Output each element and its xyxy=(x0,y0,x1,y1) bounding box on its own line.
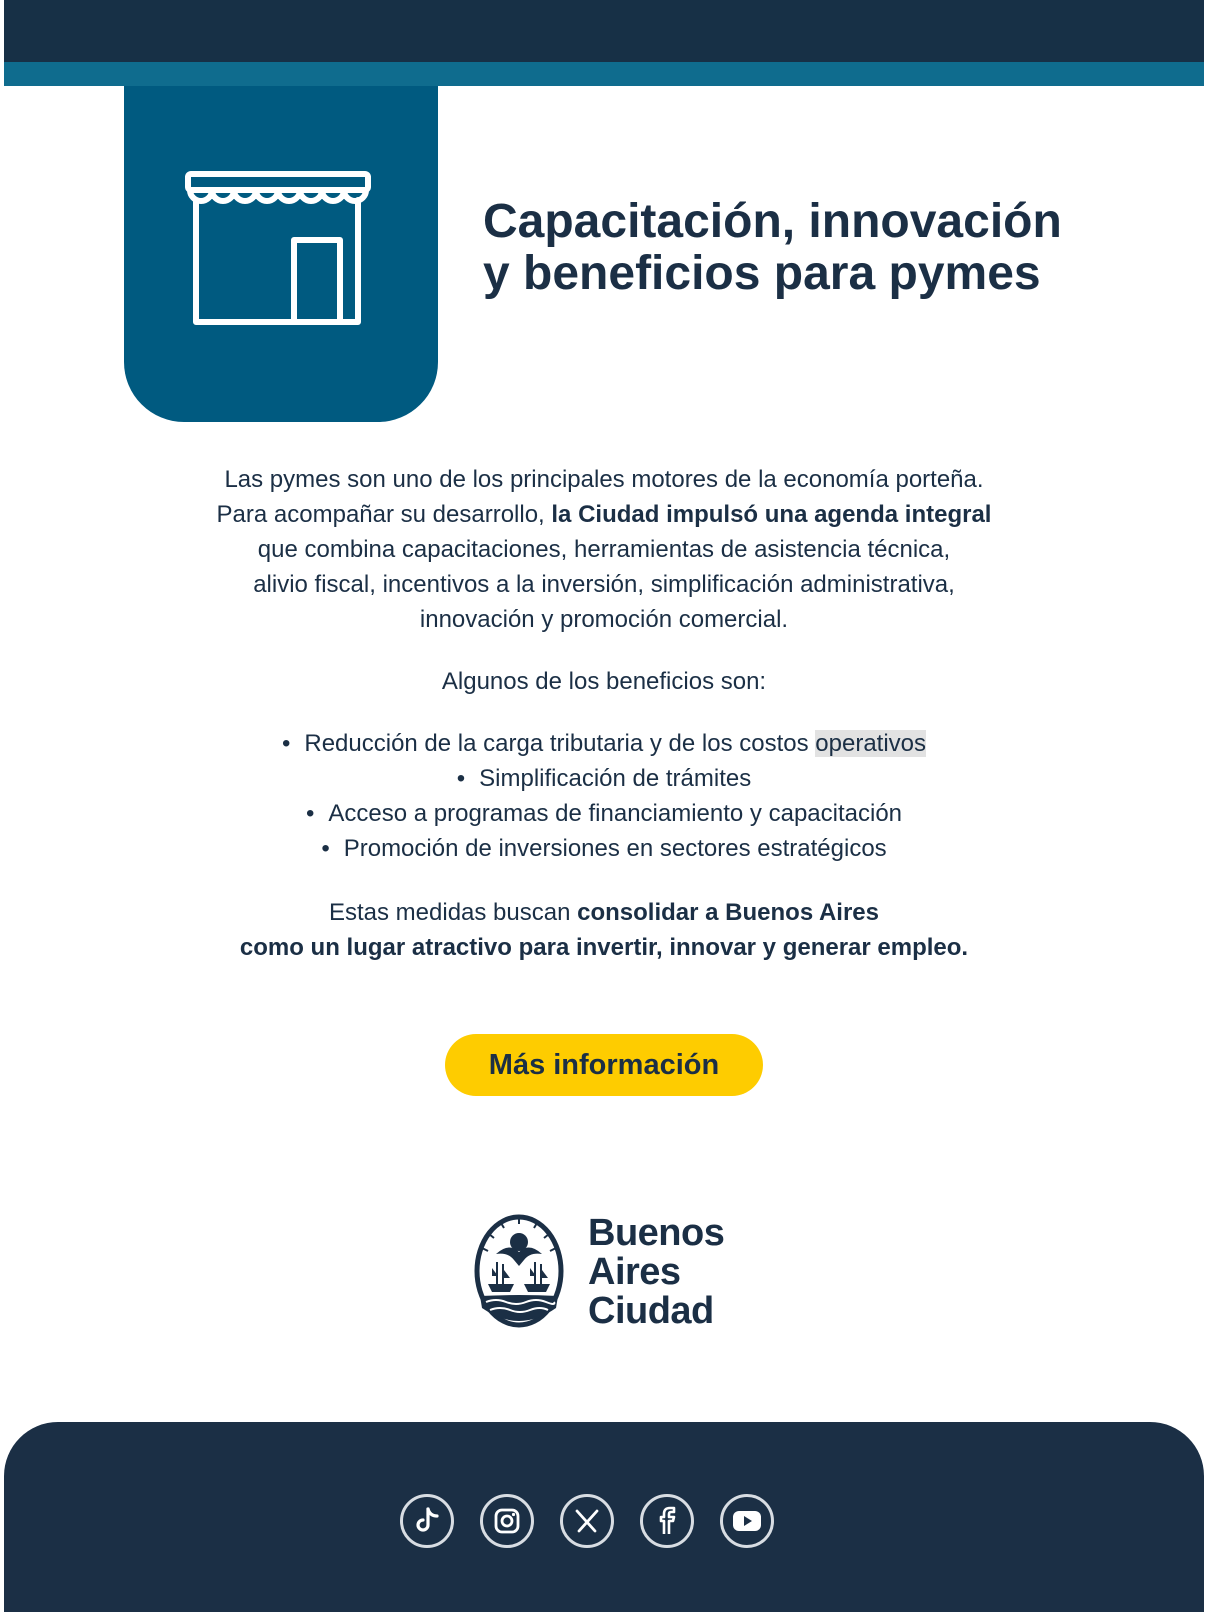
footer xyxy=(4,1422,1204,1612)
closing-emphasis-1: consolidar a Buenos Aires xyxy=(577,899,879,926)
logo-line-3: Ciudad xyxy=(588,1290,714,1332)
hero-icon-tab xyxy=(124,86,438,422)
benefit-text: Reducción de la carga tributaria y de los costos xyxy=(304,730,816,757)
email-container xyxy=(4,0,1204,1612)
list-item: • Simplificación de trámites xyxy=(4,761,1204,796)
tiktok-icon[interactable] xyxy=(400,1494,454,1548)
title-line-1: Capacitación, innovación xyxy=(483,195,1062,248)
instagram-icon[interactable] xyxy=(480,1494,534,1548)
benefits-list xyxy=(4,726,1204,866)
list-item xyxy=(4,726,1204,761)
intro-line-2 xyxy=(4,497,1204,532)
logo-line-2: Aires xyxy=(588,1251,681,1293)
youtube-icon[interactable] xyxy=(720,1494,774,1548)
intro-line-4: alivio fiscal, incentivos a la inversión, simplificación administrativa, xyxy=(253,571,955,598)
intro-emphasis: la Ciudad impulsó una agenda integral xyxy=(551,501,992,528)
top-stripe xyxy=(4,62,1204,86)
intro-line-5: innovación y promoción comercial. xyxy=(419,606,789,633)
x-icon[interactable] xyxy=(560,1494,614,1548)
benefits-intro: Algunos de los beneficios son: xyxy=(441,668,767,695)
highlighted-text: operativos xyxy=(815,730,927,757)
closing-text: Estas medidas buscan xyxy=(328,899,578,926)
logo-line-1: Buenos xyxy=(588,1212,725,1254)
intro-line-2-text: Para acompañar su desarrollo, xyxy=(216,501,552,528)
closing-paragraph xyxy=(4,895,1204,965)
intro-paragraph xyxy=(4,462,1204,637)
list-item: • Acceso a programas de financiamiento y capacitación xyxy=(4,796,1204,831)
intro-line-3: que combina capacitaciones, herramientas de asistencia técnica, xyxy=(257,536,951,563)
closing-emphasis-2: como un lugar atractivo para invertir, innovar y generar empleo. xyxy=(239,934,969,961)
list-item: • Promoción de inversiones en sectores estratégicos xyxy=(4,831,1204,866)
page-title xyxy=(483,196,1183,300)
city-coat-of-arms-icon xyxy=(474,1214,564,1328)
social-links xyxy=(400,1494,774,1552)
storefront-icon xyxy=(184,170,378,330)
buenos-aires-logo[interactable] xyxy=(474,1214,764,1334)
more-info-button[interactable]: Más información xyxy=(445,1034,763,1096)
top-bar xyxy=(4,0,1204,62)
logo-wordmark xyxy=(588,1214,768,1331)
intro-line-1: Las pymes son uno de los principales motores de la economía porteña. xyxy=(224,466,984,493)
facebook-icon[interactable] xyxy=(640,1494,694,1548)
title-line-2: y beneficios para pymes xyxy=(483,247,1041,300)
